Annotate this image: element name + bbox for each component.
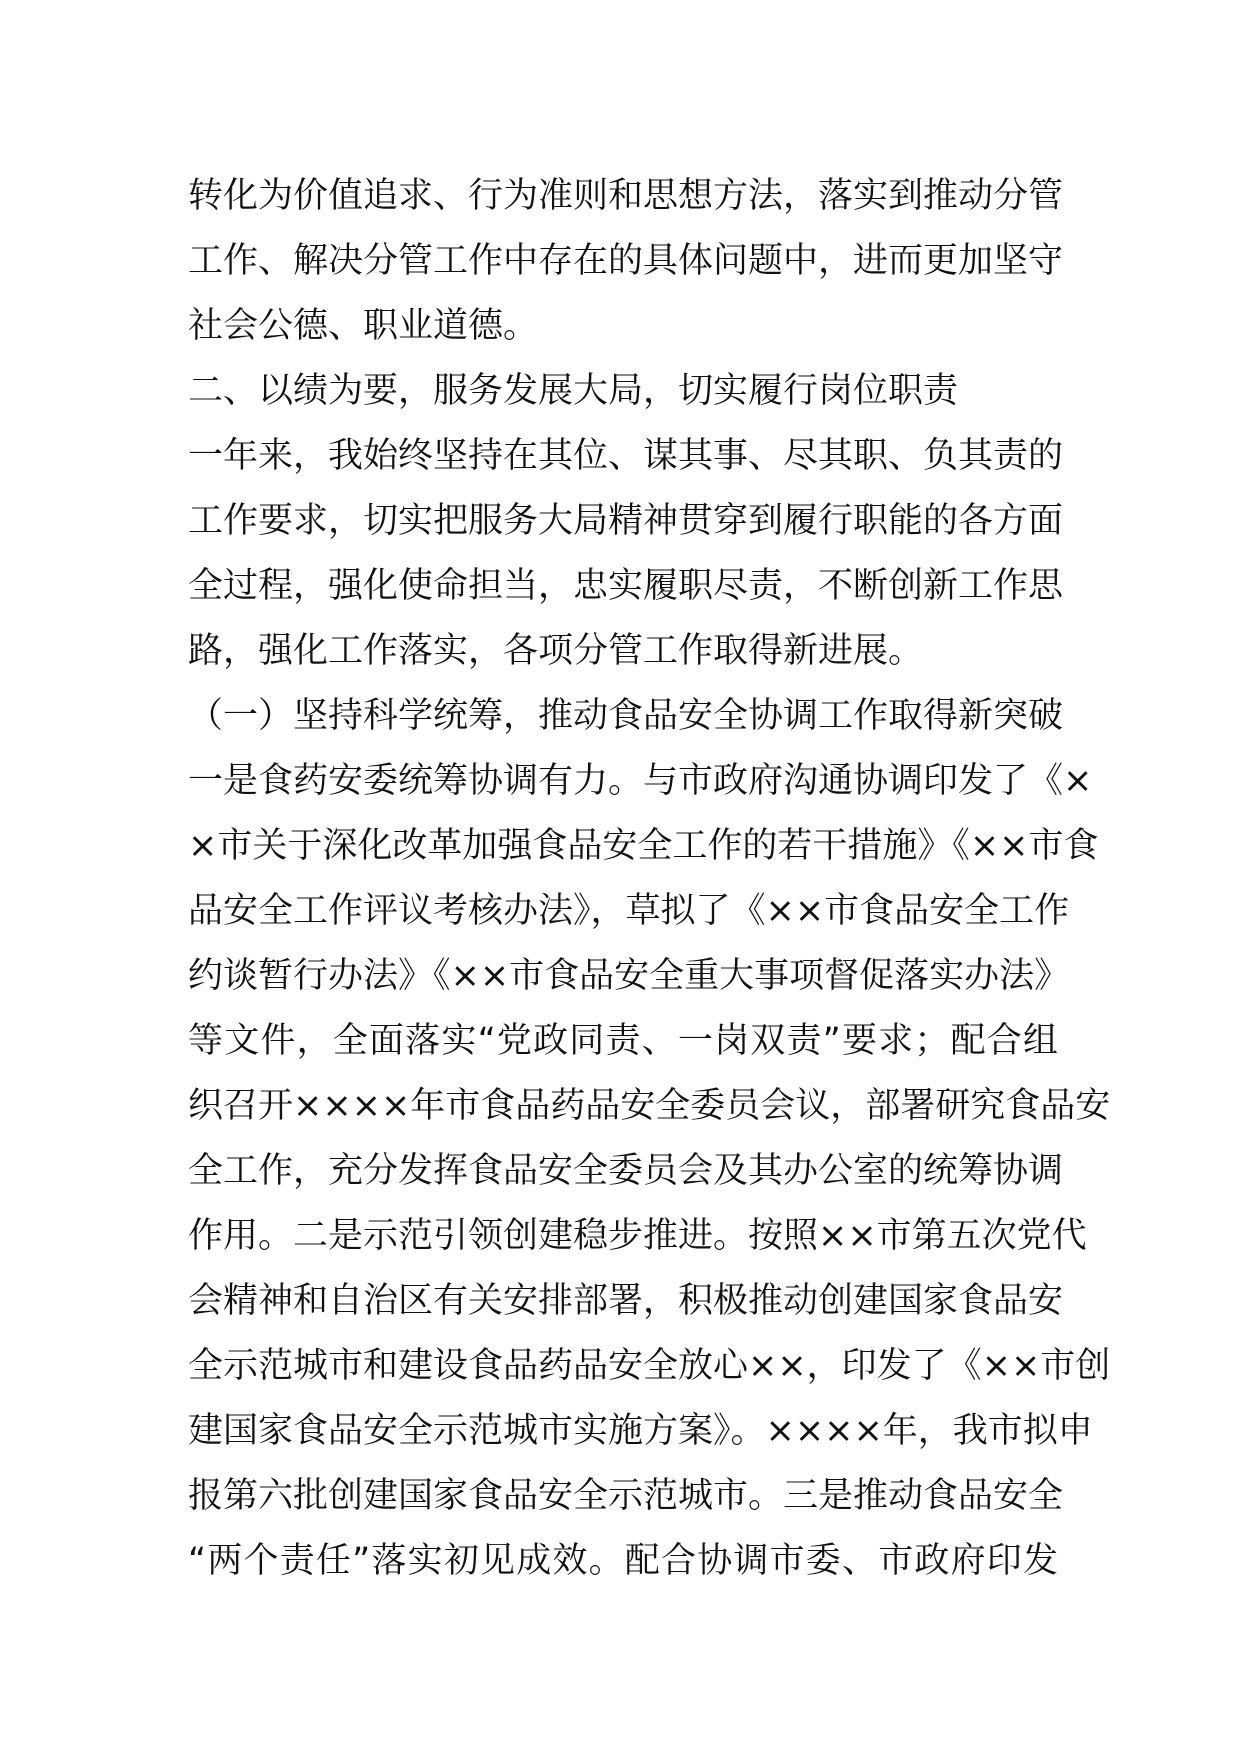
body-text-line: 全过程，强化使命担当，忠实履职尽责，不断创新工作思 (188, 566, 1064, 606)
body-text-line: 会精神和自治区有关安排部署，积极推动创建国家食品安 (188, 1281, 1064, 1321)
body-text-line: 社会公德、职业道德。 (188, 306, 539, 346)
body-text-line: 转化为价值追求、行为准则和思想方法，落实到推动分管 (188, 176, 1064, 216)
body-text-line: 作用。二是示范引领创建稳步推进。按照××市第五次党代 (188, 1216, 1087, 1256)
body-text-line: 建国家食品安全示范城市实施方案》。××××年，我市拟申 (188, 1411, 1093, 1451)
body-text-line: 工作要求，切实把服务大局精神贯穿到履行职能的各方面 (188, 501, 1064, 541)
section-heading: 二、以绩为要，服务发展大局，切实履行岗位职责 (188, 371, 959, 411)
body-text-line: 全示范城市和建设食品药品安全放心××，印发了《××市创 (188, 1346, 1111, 1386)
document-body (188, 164, 1111, 1594)
body-text-line: ×市关于深化改革加强食品安全工作的若干措施》《××市食 (188, 826, 1099, 866)
body-text-line: 约谈暂行办法》《××市食品安全重大事项督促落实办法》 (188, 956, 1070, 996)
body-text-line: 一年来，我始终坚持在其位、谋其事、尽其职、负其责的 (188, 436, 1064, 476)
subsection-heading: （一）坚持科学统筹，推动食品安全协调工作取得新突破 (188, 696, 1064, 736)
body-text-line: 路，强化工作落实，各项分管工作取得新进展。 (188, 631, 924, 671)
body-text-line: 报第六批创建国家食品安全示范城市。三是推动食品安全 (188, 1476, 1064, 1516)
body-text-line: “两个责任”落实初见成效。配合协调市委、市政府印发 (188, 1541, 1058, 1581)
body-text-line: 等文件，全面落实“党政同责、一岗双责”要求；配合组 (188, 1021, 1058, 1061)
body-text-line: 一是食药安委统筹协调有力。与市政府沟通协调印发了《× (188, 761, 1093, 801)
body-text-line: 工作、解决分管工作中存在的具体问题中，进而更加坚守 (188, 241, 1064, 281)
body-text-line: 织召开××××年市食品药品安全委员会议，部署研究食品安 (188, 1086, 1111, 1126)
body-text-line: 全工作，充分发挥食品安全委员会及其办公室的统筹协调 (188, 1151, 1064, 1191)
body-text-line: 品安全工作评议考核办法》，草拟了《××市食品安全工作 (188, 891, 1070, 931)
